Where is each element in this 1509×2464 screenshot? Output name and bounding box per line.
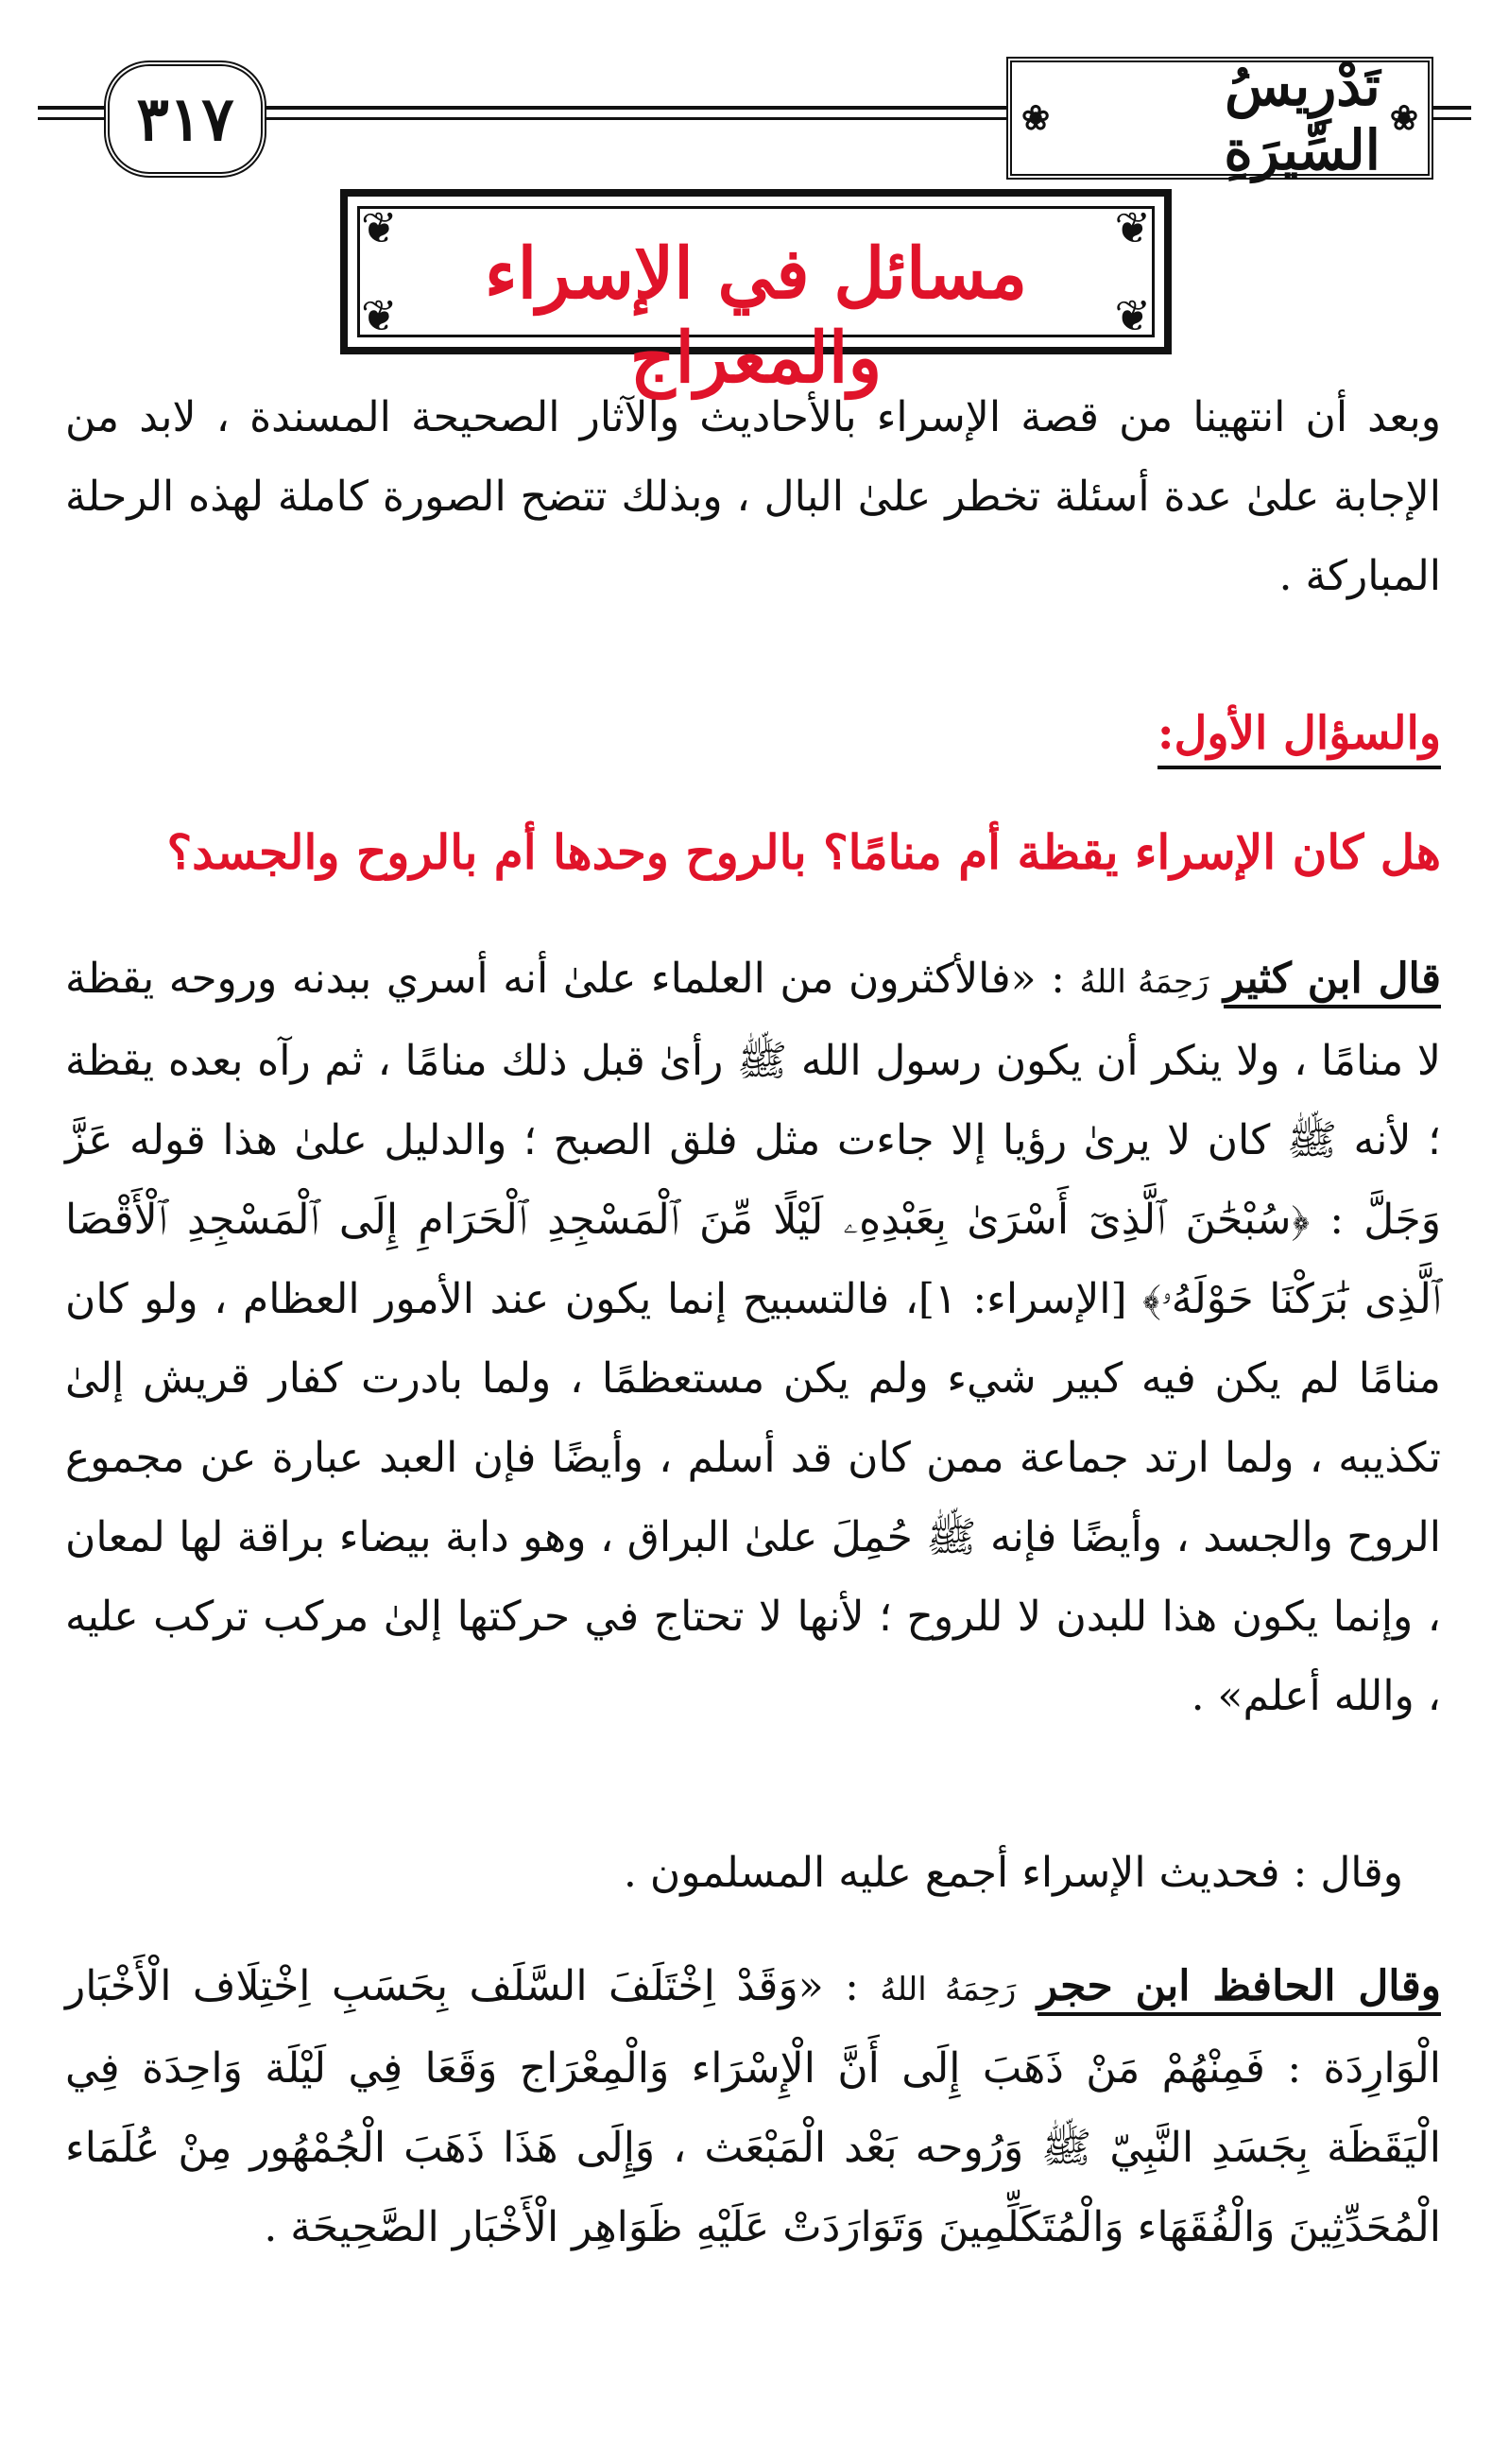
ibn-kathir-statement: وقال : فحديث الإسراء أجمع عليه المسلمون . bbox=[623, 1849, 1403, 1897]
running-title-text: تَدْرِيسُ السِّيرَةِ bbox=[1224, 54, 1380, 182]
ibn-kathir-paragraph bbox=[65, 939, 1441, 1736]
section-heading: والسؤال الأول: bbox=[1157, 703, 1441, 769]
page-number: ٣١٧ bbox=[104, 60, 266, 178]
honorific: رَحِمَهُ اللهُ bbox=[880, 1971, 1017, 2008]
quote-body: : «فالأكثرون من العلماء علىٰ أنه أسري ببدنه وروحه يقظة لا منامًا ، ولا ينكر أن يكون رسول الله ﷺ رأىٰ قبل ذلك منامًا ، ثم رآه بعده يقظة ؛ لأنه ﷺ كان لا يرىٰ رؤيا إلا جاءت مثل فلق الصبح ؛ والدليل علىٰ هذا قوله عَزَّ وَجَلَّ : ﴿سُبْحَٰنَ ٱلَّذِىٓ أَسْرَىٰ بِعَبْدِهِۦ لَيْلًا مِّنَ ٱلْمَسْجِدِ ٱلْحَرَامِ إِلَى ٱلْمَسْجِدِ ٱلْأَقْصَا ٱلَّذِى بَٰرَكْنَا حَوْلَهُۥ﴾ [الإسراء: ١]، فالتسبيح إنما يكون عند الأمور العظام ، ولو كان منامًا لم يكن فيه كبير شيء ولم يكن مستعظمًا ، ولما بادرت كفار قريش إلىٰ تكذيبه ، ولما ارتد جماعة ممن كان قد أسلم ، وأيضًا فإن العبد عبارة عن مجموع الروح والجسد ، وأيضًا فإنه ﷺ حُمِلَ علىٰ البراق ، وهو دابة بيضاء براقة لها لمعان ، وإنما يكون هذا للبدن لا للروح ؛ لأنها لا تحتاج في حركتها إلىٰ مركب تركب عليه ، والله أعلم» . bbox=[65, 955, 1441, 1720]
corner-ornament-icon: ❦ bbox=[361, 202, 398, 253]
page-header bbox=[38, 47, 1471, 180]
ornament-icon: ❀ bbox=[1389, 98, 1418, 138]
chapter-title-frame bbox=[340, 189, 1172, 399]
speaker-name: قال ابن كثير bbox=[1224, 955, 1441, 1008]
ornament-icon: ❀ bbox=[1021, 98, 1051, 138]
honorific: رَحِمَهُ اللهُ bbox=[1079, 963, 1209, 1001]
corner-ornament-icon: ❦ bbox=[361, 290, 398, 341]
intro-paragraph: وبعد أن انتهينا من قصة الإسراء بالأحاديث والآثار الصحيحة المسندة ، لابد من الإجابة علىٰ عدة أسئلة تخطر علىٰ البال ، وبذلك تتضح الصورة كاملة لهذه الرحلة المباركة . bbox=[65, 393, 1441, 600]
ibn-hajar-paragraph bbox=[65, 1947, 1441, 2267]
question-text: هل كان الإسراء يقظة أم منامًا؟ بالروح وحدها أم بالروح والجسد؟ bbox=[166, 824, 1441, 880]
running-title bbox=[1006, 54, 1433, 182]
chapter-title: مسائل في الإسراء والمعراج bbox=[484, 233, 1028, 399]
corner-ornament-icon: ❦ bbox=[1114, 202, 1151, 253]
quote-body: : «وَقَدْ اِخْتَلَفَ السَّلَف بِحَسَبِ اِخْتِلَاف الْأَخْبَار الْوَارِدَة : فَمِنْهُمْ مَنْ ذَهَبَ إِلَى أَنَّ الْإِسْرَاء وَالْمِعْرَاج وَقَعَا فِي لَيْلَة وَاحِدَة فِي الْيَقَظَة بِجَسَدِ النَّبِيّ ﷺ وَرُوحه بَعْد الْمَبْعَث ، وَإِلَى هَذَا ذَهَبَ الْجُمْهُور مِنْ عُلَمَاء الْمُحَدِّثِينَ وَالْفُقَهَاء وَالْمُتَكَلِّمِينَ وَتَوَارَدَتْ عَلَيْهِ ظَوَاهِر الْأَخْبَار الصَّحِيحَة . bbox=[65, 1962, 1442, 2251]
corner-ornament-icon: ❦ bbox=[1114, 290, 1151, 341]
speaker-name: وقال الحافظ ابن حجر bbox=[1037, 1962, 1441, 2016]
